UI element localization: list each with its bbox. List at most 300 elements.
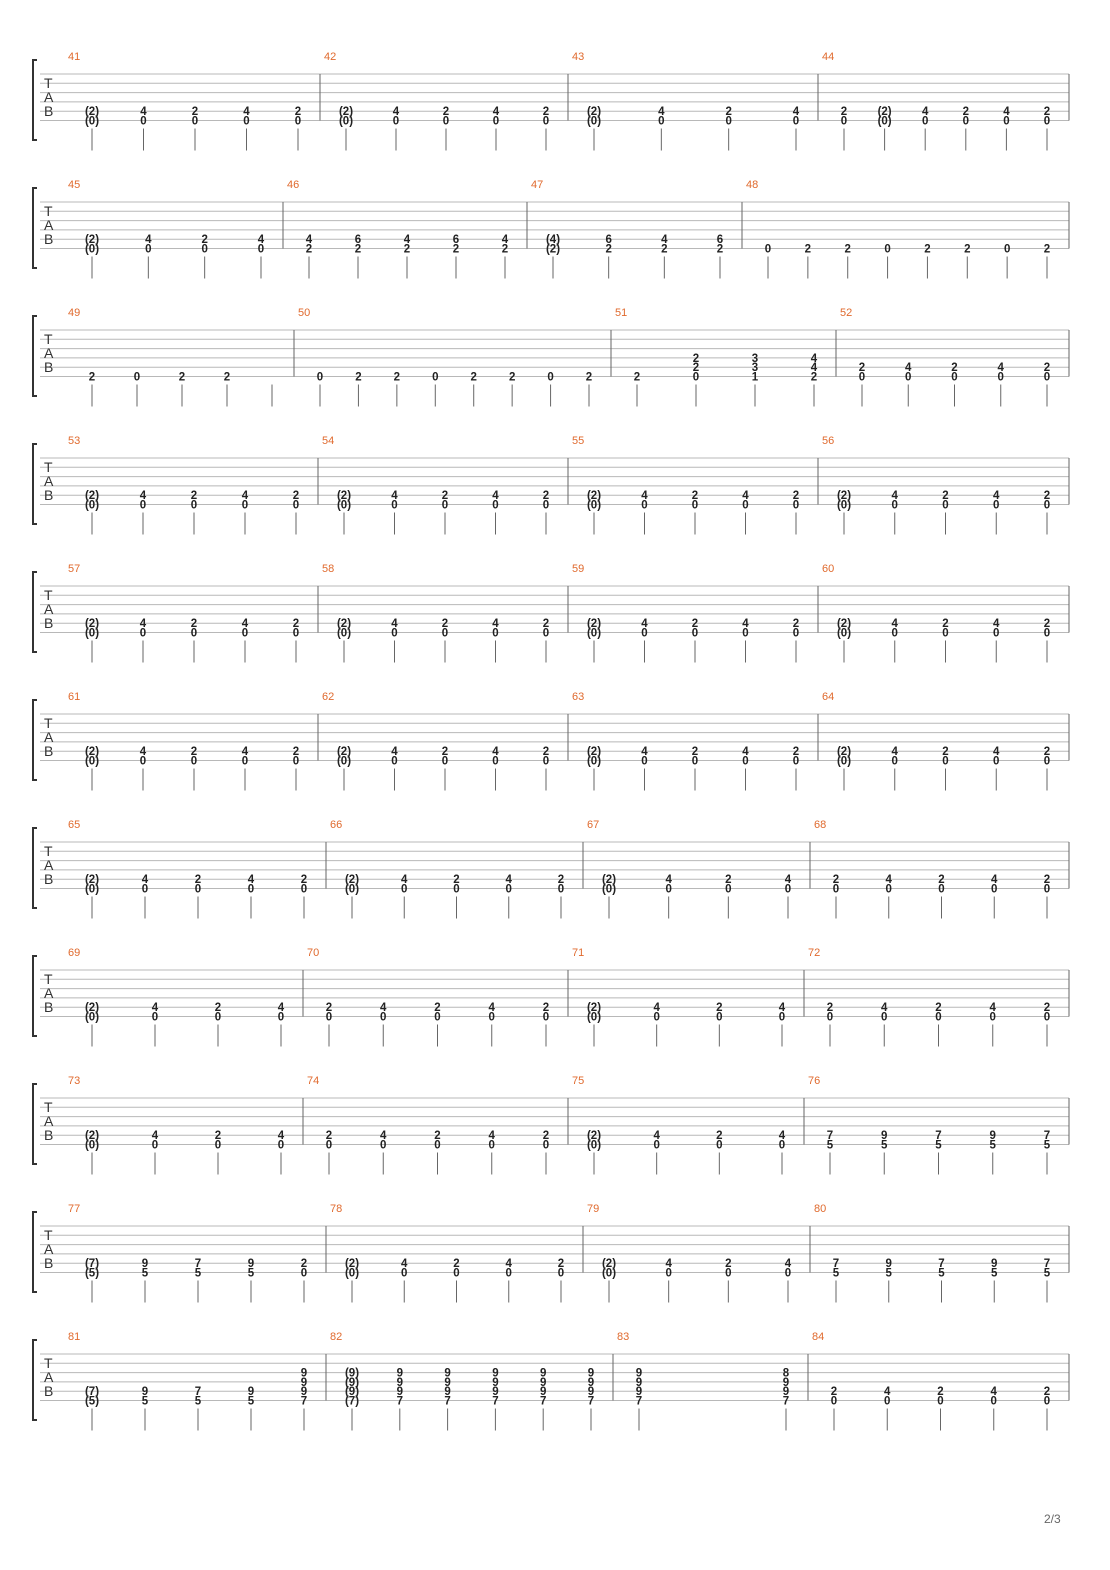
fret-number: 2 — [441, 490, 449, 503]
tab-clef-letter: T — [44, 75, 53, 91]
fret-number: 5 — [991, 1267, 998, 1280]
measure-number: 62 — [322, 691, 335, 703]
fret-number: 4 — [145, 234, 152, 247]
tab-clef-letter: B — [44, 1127, 54, 1143]
fret-number: 0 — [881, 1011, 888, 1024]
fret-number: 4 — [139, 618, 147, 631]
tab-clef-letter: A — [44, 1369, 54, 1385]
fret-number: 0 — [214, 1139, 222, 1152]
fret-number: 2 — [792, 618, 800, 631]
fret-number: 4 — [241, 490, 249, 503]
fret-number: 4 — [488, 1130, 495, 1143]
fret-number: 2 — [804, 243, 812, 256]
measure-number: 52 — [840, 307, 853, 319]
fret-number: 0 — [139, 627, 147, 640]
fret-number: 9 — [587, 1376, 595, 1389]
fret-number: 4 — [665, 1258, 672, 1271]
fret-number: 0 — [937, 1395, 944, 1408]
fret-number: 0 — [884, 1395, 891, 1408]
tab-clef-letter: B — [44, 1255, 54, 1271]
fret-number: 2 — [832, 874, 840, 887]
tab-clef-letter: A — [44, 345, 54, 361]
fret-number: 4 — [665, 874, 672, 887]
measure-number: 81 — [68, 1331, 81, 1343]
fret-number: 4 — [884, 1386, 891, 1399]
fret-number: 2 — [1043, 618, 1051, 631]
fret-number: 9 — [881, 1130, 888, 1143]
fret-number: (0) — [344, 1267, 360, 1280]
fret-number: 0 — [1043, 755, 1051, 768]
tab-clef-letter: A — [44, 473, 54, 489]
measure — [840, 307, 1050, 407]
measure-number: 83 — [617, 1331, 630, 1343]
fret-number: 2 — [792, 746, 800, 759]
measure — [68, 947, 285, 1047]
fret-number: 0 — [742, 627, 749, 640]
measure — [287, 179, 509, 279]
fret-number: 5 — [935, 1139, 942, 1152]
fret-number: 0 — [665, 883, 672, 896]
fret-number: 0 — [190, 627, 198, 640]
fret-number: 7 — [587, 1395, 595, 1408]
measure-number: 75 — [572, 1075, 585, 1087]
fret-number: 4 — [661, 234, 668, 247]
measure-number: 44 — [822, 51, 835, 63]
measure-number: 68 — [814, 819, 827, 831]
measure — [814, 819, 1050, 919]
fret-number: 9 — [539, 1376, 547, 1389]
fret-number: (0) — [84, 1139, 100, 1152]
fret-number: 2 — [190, 490, 198, 503]
fret-number: 0 — [194, 883, 202, 896]
fret-number: 2 — [725, 874, 732, 887]
tab-clef-letter: A — [44, 985, 54, 1001]
system-bracket — [33, 1340, 37, 1420]
fret-number: 9 — [300, 1376, 308, 1389]
fret-number: 0 — [691, 755, 699, 768]
measure-number: 66 — [330, 819, 343, 831]
measure — [615, 307, 818, 407]
measure-number: 42 — [324, 51, 337, 63]
fret-number: 2 — [453, 874, 460, 887]
tab-clef-letter: B — [44, 871, 54, 887]
measure-number: 48 — [746, 179, 759, 191]
fret-number: 2 — [858, 362, 866, 375]
fret-number: 7 — [194, 1386, 202, 1399]
fret-number: 0 — [792, 115, 800, 128]
fret-number: (2) — [84, 106, 100, 119]
fret-number: 2 — [1043, 490, 1051, 503]
fret-number: 0 — [942, 755, 949, 768]
measure-number: 63 — [572, 691, 585, 703]
fret-number: 0 — [557, 883, 565, 896]
fret-number: (2) — [836, 490, 852, 503]
fret-number: 2 — [434, 1130, 441, 1143]
fret-number: 9 — [635, 1376, 643, 1389]
fret-number: 2 — [826, 1002, 834, 1015]
tab-clef-letter: T — [44, 331, 53, 347]
tab-clef-letter: B — [44, 1383, 54, 1399]
fret-number: (0) — [586, 499, 602, 512]
fret-number: 7 — [826, 1130, 834, 1143]
fret-number: 2 — [691, 618, 699, 631]
fret-number: 2 — [938, 874, 945, 887]
fret-number: 4 — [151, 1002, 159, 1015]
fret-number: (2) — [336, 746, 352, 759]
fret-number: 9 — [141, 1386, 149, 1399]
fret-number: 0 — [453, 883, 460, 896]
fret-number: 7 — [938, 1258, 945, 1271]
fret-number: 9 — [635, 1386, 643, 1399]
fret-number: 0 — [294, 115, 302, 128]
fret-number: 4 — [742, 746, 749, 759]
measure — [322, 691, 549, 791]
fret-number: 0 — [993, 499, 1000, 512]
fret-number: 0 — [1043, 883, 1051, 896]
fret-number: 6 — [452, 234, 460, 247]
fret-number: 3 — [751, 362, 759, 375]
fret-number: 0 — [247, 883, 255, 896]
fret-number: (0) — [586, 1139, 602, 1152]
fret-number: (0) — [586, 627, 602, 640]
fret-number: 5 — [194, 1395, 202, 1408]
fret-number: (4) — [545, 234, 561, 247]
tab-clef-letter: T — [44, 1099, 53, 1115]
fret-number: 2 — [88, 371, 96, 384]
tab-clef-letter: T — [44, 1355, 53, 1371]
fret-number: 2 — [354, 243, 362, 256]
fret-number: 4 — [778, 1130, 786, 1143]
fret-number: 4 — [380, 1130, 387, 1143]
fret-number: 2 — [403, 243, 411, 256]
fret-number: 3 — [751, 352, 759, 365]
fret-number: (7) — [84, 1258, 100, 1271]
measure — [572, 1075, 786, 1175]
fret-number: 9 — [300, 1367, 308, 1380]
fret-number: 2 — [633, 371, 641, 384]
measure — [68, 1331, 307, 1431]
measure-number: 64 — [822, 691, 835, 703]
fret-number: 9 — [247, 1386, 255, 1399]
measure-number: 53 — [68, 435, 81, 447]
fret-number: 0 — [832, 883, 840, 896]
fret-number: 0 — [742, 499, 749, 512]
fret-number: 9 — [396, 1376, 404, 1389]
fret-number: 0 — [401, 1267, 408, 1280]
fret-number: 0 — [990, 1395, 997, 1408]
tab-clef-letter: T — [44, 459, 53, 475]
fret-number: (2) — [84, 490, 100, 503]
fret-number: 2 — [223, 371, 231, 384]
fret-number: 7 — [492, 1395, 499, 1408]
measure — [307, 1075, 549, 1175]
fret-number: 9 — [782, 1376, 790, 1389]
measure-number: 43 — [572, 51, 585, 63]
fret-number: 2 — [508, 371, 516, 384]
fret-number: 2 — [542, 618, 550, 631]
fret-number: 4 — [243, 106, 250, 119]
fret-number: 0 — [391, 755, 398, 768]
fret-number: 9 — [300, 1386, 308, 1399]
fret-number: 2 — [190, 746, 198, 759]
measure — [808, 1075, 1051, 1175]
fret-number: (0) — [344, 883, 360, 896]
measure — [322, 435, 549, 535]
tab-clef-letter: B — [44, 103, 54, 119]
fret-number: 2 — [194, 874, 202, 887]
fret-number: 4 — [778, 1002, 786, 1015]
fret-number: 2 — [325, 1130, 333, 1143]
fret-number: 4 — [993, 490, 1000, 503]
fret-number: 0 — [547, 371, 554, 384]
fret-number: 0 — [542, 1011, 550, 1024]
fret-number: 4 — [403, 234, 411, 247]
tab-clef-letter: A — [44, 857, 54, 873]
tab-clef-letter: A — [44, 217, 54, 233]
tab-clef-letter: T — [44, 971, 53, 987]
fret-number: 4 — [140, 106, 147, 119]
measure — [68, 563, 299, 663]
fret-number: 0 — [942, 499, 949, 512]
fret-number: 0 — [300, 883, 308, 896]
fret-number: 4 — [993, 618, 1000, 631]
fret-number: 9 — [444, 1367, 451, 1380]
fret-number: 4 — [277, 1130, 285, 1143]
fret-number: 6 — [605, 234, 612, 247]
fret-number: 0 — [884, 243, 891, 256]
fret-number: 2 — [214, 1002, 222, 1015]
fret-number: 0 — [257, 243, 265, 256]
measure — [68, 435, 299, 535]
fret-number: 2 — [557, 1258, 565, 1271]
measure-number: 70 — [307, 947, 320, 959]
fret-number: 0 — [858, 371, 866, 384]
fret-number: 0 — [151, 1011, 159, 1024]
fret-number: 2 — [214, 1130, 222, 1143]
measure — [572, 51, 800, 151]
tab-clef-letter: B — [44, 231, 54, 247]
measure — [822, 435, 1050, 535]
fret-number: 0 — [241, 499, 249, 512]
fret-number: 0 — [325, 1139, 333, 1152]
fret-number: 2 — [844, 243, 851, 256]
fret-number: 4 — [380, 1002, 387, 1015]
fret-number: 2 — [542, 746, 550, 759]
fret-number: 0 — [921, 115, 929, 128]
fret-number: 0 — [241, 627, 249, 640]
measure-number: 73 — [68, 1075, 81, 1087]
fret-number: 0 — [492, 115, 500, 128]
fret-number: 0 — [492, 499, 499, 512]
tab-clef-letter: B — [44, 615, 54, 631]
fret-number: (7) — [344, 1395, 360, 1408]
fret-number: 2 — [294, 106, 302, 119]
fret-number: 0 — [692, 371, 700, 384]
fret-number: 0 — [935, 1011, 942, 1024]
fret-number: 7 — [782, 1395, 790, 1408]
fret-number: (0) — [84, 1011, 100, 1024]
fret-number: 4 — [391, 490, 398, 503]
fret-number: 0 — [826, 1011, 834, 1024]
fret-number: 2 — [441, 618, 449, 631]
fret-number: 0 — [542, 115, 550, 128]
fret-number: 2 — [716, 243, 724, 256]
fret-number: 0 — [1043, 115, 1051, 128]
fret-number: 0 — [891, 499, 898, 512]
fret-number: 4 — [997, 362, 1004, 375]
measure-number: 78 — [330, 1203, 343, 1215]
tab-clef-letter: A — [44, 729, 54, 745]
fret-number: 9 — [492, 1367, 499, 1380]
fret-number: (2) — [84, 874, 100, 887]
fret-number: 0 — [380, 1011, 387, 1024]
tab-system — [33, 1075, 1069, 1175]
fret-number: 2 — [1043, 874, 1051, 887]
fret-number: 9 — [247, 1258, 255, 1271]
fret-number: 2 — [1043, 362, 1051, 375]
fret-number: 2 — [661, 243, 668, 256]
fret-number: 4 — [488, 1002, 495, 1015]
tab-system — [33, 1331, 1069, 1431]
measure-number: 56 — [822, 435, 835, 447]
fret-number: 9 — [444, 1386, 451, 1399]
fret-number: 9 — [492, 1386, 499, 1399]
fret-number: (9) — [344, 1386, 360, 1399]
fret-number: 4 — [139, 490, 147, 503]
fret-number: 4 — [891, 490, 898, 503]
fret-number: 0 — [453, 1267, 460, 1280]
fret-number: (2) — [545, 243, 561, 256]
fret-number: 2 — [557, 874, 565, 887]
fret-number: 0 — [792, 499, 800, 512]
tab-clef-letter: B — [44, 743, 54, 759]
tab-clef-letter: B — [44, 359, 54, 375]
fret-number: 0 — [380, 1139, 387, 1152]
measure-number: 76 — [808, 1075, 821, 1087]
fret-number: 5 — [247, 1395, 255, 1408]
fret-number: 9 — [396, 1367, 404, 1380]
fret-number: 0 — [190, 755, 198, 768]
system-bracket — [33, 572, 37, 652]
measure — [68, 1075, 285, 1175]
fret-number: 9 — [539, 1386, 547, 1399]
fret-number: (0) — [836, 755, 852, 768]
tab-system — [33, 179, 1069, 279]
fret-number: 2 — [942, 490, 949, 503]
measure — [330, 819, 564, 919]
fret-number: (0) — [84, 755, 100, 768]
fret-number: 2 — [725, 106, 732, 119]
fret-number: (2) — [586, 1002, 602, 1015]
measure — [572, 947, 786, 1047]
fret-number: 7 — [1043, 1258, 1051, 1271]
fret-number: 1 — [751, 371, 759, 384]
page-number: 2/3 — [1044, 1512, 1061, 1526]
fret-number: 0 — [292, 627, 300, 640]
fret-number: 2 — [191, 106, 199, 119]
fret-number: (9) — [344, 1367, 360, 1380]
fret-number: 0 — [891, 755, 898, 768]
tab-clef-letter: A — [44, 601, 54, 617]
fret-number: 7 — [444, 1395, 451, 1408]
fret-number: 0 — [1043, 371, 1051, 384]
fret-number: 2 — [300, 1258, 308, 1271]
fret-number: 7 — [396, 1395, 404, 1408]
fret-number: 0 — [243, 115, 250, 128]
measure — [68, 307, 272, 407]
fret-number: 4 — [653, 1130, 660, 1143]
fret-number: 0 — [885, 883, 892, 896]
fret-number: 4 — [993, 746, 1000, 759]
fret-number: 0 — [300, 1267, 308, 1280]
fret-number: 4 — [653, 1002, 660, 1015]
fret-number: (0) — [836, 499, 852, 512]
fret-number: (0) — [336, 627, 352, 640]
measure-number: 46 — [287, 179, 300, 191]
tab-system — [33, 307, 1069, 407]
fret-number: 8 — [782, 1367, 790, 1380]
fret-number: 2 — [951, 362, 958, 375]
fret-number: 0 — [1043, 627, 1051, 640]
fret-number: 0 — [1003, 243, 1011, 256]
tab-clef-letter: A — [44, 1113, 54, 1129]
measure — [531, 179, 723, 279]
measure — [324, 51, 549, 151]
fret-number: 4 — [784, 1258, 792, 1271]
fret-number: 5 — [247, 1267, 255, 1280]
fret-number: 2 — [830, 1386, 838, 1399]
fret-number: 4 — [990, 1386, 997, 1399]
measure — [330, 1331, 594, 1431]
fret-number: 2 — [792, 490, 800, 503]
fret-number: 0 — [725, 1267, 732, 1280]
fret-number: 9 — [587, 1386, 595, 1399]
measure-number: 74 — [307, 1075, 320, 1087]
fret-number: 2 — [692, 362, 700, 375]
fret-number: 0 — [441, 627, 449, 640]
fret-number: 2 — [190, 618, 198, 631]
fret-number: 2 — [964, 243, 971, 256]
fret-number: 0 — [1043, 1011, 1051, 1024]
fret-number: 0 — [716, 1011, 723, 1024]
tab-clef-letter: B — [44, 487, 54, 503]
fret-number: 0 — [542, 499, 550, 512]
fret-number: 5 — [881, 1139, 888, 1152]
fret-number: 2 — [441, 746, 449, 759]
fret-number: (2) — [84, 1130, 100, 1143]
fret-number: (5) — [84, 1395, 100, 1408]
system-bracket — [33, 1212, 37, 1292]
fret-number: 2 — [542, 106, 550, 119]
tab-clef-letter: T — [44, 715, 53, 731]
fret-number: 2 — [691, 746, 699, 759]
fret-number: 0 — [391, 627, 398, 640]
fret-number: 0 — [488, 1011, 495, 1024]
fret-number: 0 — [742, 755, 749, 768]
fret-number: 4 — [257, 234, 265, 247]
measure-number: 77 — [68, 1203, 81, 1215]
fret-number: 2 — [305, 243, 313, 256]
measure-number: 84 — [812, 1331, 825, 1343]
fret-number: 0 — [505, 1267, 512, 1280]
fret-number: 2 — [810, 371, 818, 384]
fret-number: (2) — [84, 1002, 100, 1015]
measure-number: 69 — [68, 947, 81, 959]
tab-clef-letter: B — [44, 999, 54, 1015]
measure-number: 80 — [814, 1203, 827, 1215]
measure-number: 72 — [808, 947, 821, 959]
fret-number: 4 — [401, 1258, 408, 1271]
